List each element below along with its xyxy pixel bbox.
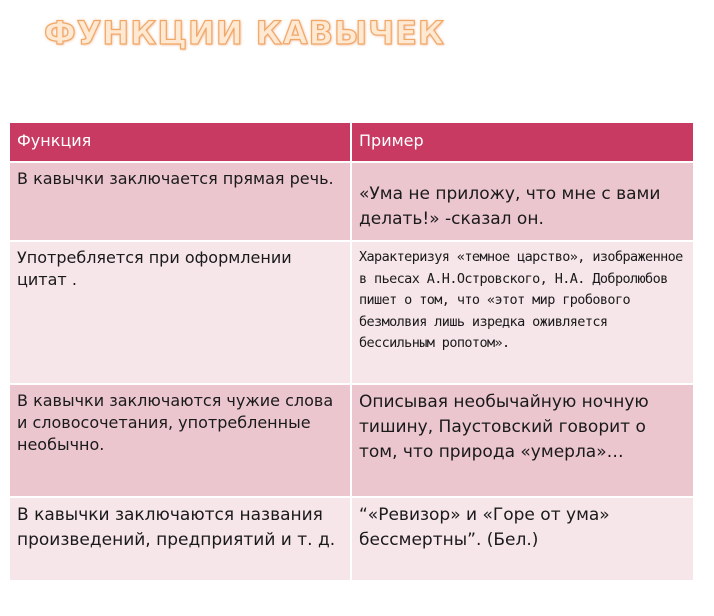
table-header-row <box>9 122 694 162</box>
example-cell <box>351 384 694 497</box>
example-text: «Ума не приложу, что мне с вами делать!» -сказал он. <box>359 184 661 229</box>
example-cell <box>351 241 694 384</box>
page-title: ФУНКЦИИ КАВЫЧЕК <box>44 14 446 52</box>
function-cell <box>9 384 351 497</box>
quotes-functions-table <box>8 121 695 582</box>
table-row <box>9 497 694 581</box>
column-header-example: Пример <box>351 122 694 162</box>
table-row <box>9 162 694 241</box>
example-text: Описывая необычайную ночную тишину, Паустовский говорит о том, что природа «умерла»… <box>359 392 649 462</box>
example-text: Характеризуя «темное царство», изображенное в пьесах А.Н.Островского, Н.А. Добролюбов пишет о том, что «этот мир гробового безмолвия лишь изредка оживляется бессильным ропотом». <box>359 249 683 351</box>
function-cell <box>9 162 351 241</box>
example-cell <box>351 497 694 581</box>
column-header-function: Функция <box>9 122 351 162</box>
function-text: В кавычки заключаются названия произведений, предприятий и т. д. <box>17 505 336 550</box>
function-text: В кавычки заключаются чужие слова и словосочетания, употребленные необычно. <box>17 391 334 454</box>
function-text: В кавычки заключается прямая речь. <box>17 169 334 188</box>
example-cell <box>351 162 694 241</box>
table-row <box>9 384 694 497</box>
example-text: “«Ревизор» и «Горе от ума» бессмертны”. (Бел.) <box>359 505 610 550</box>
function-text: Употребляется при оформлении цитат . <box>17 248 292 289</box>
function-cell <box>9 497 351 581</box>
table-row <box>9 241 694 384</box>
function-cell <box>9 241 351 384</box>
